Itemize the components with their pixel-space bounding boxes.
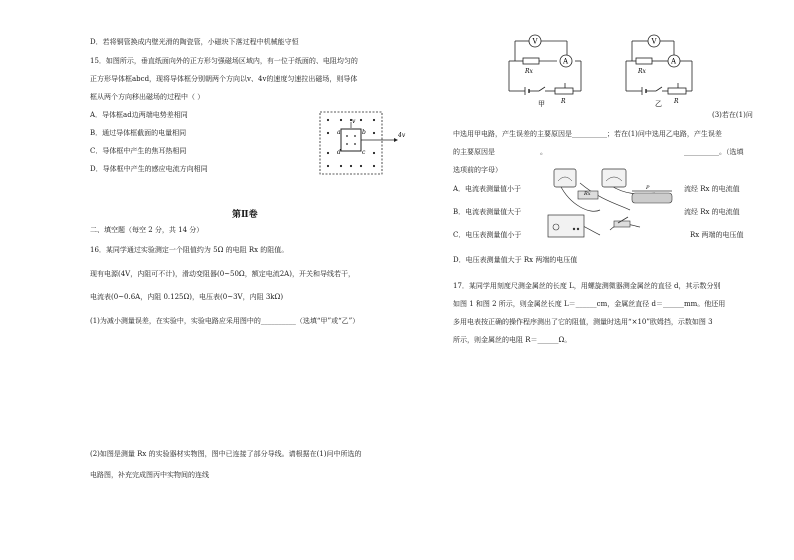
q17-line4: 所示，则金属丝的电阻 R＝______Ω。 <box>453 336 572 344</box>
q15-option-a: A．导体框ad边两端电势差相同 <box>90 111 188 119</box>
part3-line2-dot: 。 <box>540 148 547 156</box>
svg-text:V: V <box>651 37 657 46</box>
ammeter-device <box>554 169 576 187</box>
option-d-previous: D．若将铜管换成内壁光滑的陶瓷管，小磁块下落过程中机械能守恒 <box>90 38 299 46</box>
q17-line2: 如图 1 和图 2 所示，则金属丝长度 L＝______cm，金属丝直径 d＝______mm。他还用 <box>453 300 726 308</box>
conductor-frame <box>341 129 361 151</box>
q16-part2-line2: 电路图，补充完成图丙中实物间的连线 <box>90 471 209 479</box>
q15-option-c: C．导体框中产生的焦耳热相同 <box>90 147 187 155</box>
q16-option-b: B．电流表测量值大于 <box>453 208 522 216</box>
fill-blank-header: 二、填空题（每空 2 分，共 14 分） <box>90 226 204 234</box>
q16-line2: 现有电源(4V，内阻可不计)，滑动变阻器(0~50Ω，额定电流2A)，开关和导线若干， <box>90 270 355 278</box>
q15-option-d: D．导体框中产生的感应电流方向相同 <box>90 165 208 173</box>
svg-text:R: R <box>561 98 566 105</box>
option-a-tail: 流经 Rx 的电流值 <box>684 185 740 193</box>
part3-line2-right: __________。（选填 <box>684 148 744 156</box>
label-jia: 甲 <box>538 100 545 108</box>
label-b: b <box>362 129 366 136</box>
q16-option-d: D．电压表测量值大于 Rx 两端的电压值 <box>453 256 578 264</box>
apparatus-figure <box>540 165 680 245</box>
svg-text:A: A <box>671 57 677 66</box>
q15-line1: 15．如图所示，垂直纸面向外的正方形匀强磁场区域内，有一位于纸面的、电阻均匀的 <box>90 57 358 65</box>
svg-text:A: A <box>563 57 569 66</box>
svg-text:Rx: Rx <box>584 191 591 197</box>
part3-line1: 中选用甲电路，产生误差的主要原因是__________；若在(1)问中选用乙电路，产生误差 <box>453 130 722 138</box>
q16-line1: 16．某同学通过实验测定一个阻值约为 5Ω 的电阻 Rx 的阻值。 <box>90 246 289 254</box>
switch-device <box>614 221 630 227</box>
q15-line2: 正方形导体框abcd，现将导体框分别朝两个方向以v、4v的速度匀速拉出磁场，则导体 <box>90 75 358 83</box>
q16-part2-line1: (2)如图是测量 Rx 的实验器材实物图，图中已连接了部分导线。请根据在(1)问中所选的 <box>90 450 362 458</box>
field-boundary <box>320 112 382 174</box>
label-4v: 4v <box>398 132 406 139</box>
magnetic-field-figure <box>318 110 438 180</box>
voltmeter-device <box>602 169 626 187</box>
option-c-tail: Rx 两端的电压值 <box>690 231 744 239</box>
part3-line2-left: 的主要原因是 <box>453 148 495 156</box>
label-v: v <box>352 118 356 125</box>
q15-line3: 框从两个方向移出磁场的过程中（ ） <box>90 93 205 101</box>
rheostat <box>668 88 686 94</box>
section-title: 第Ⅱ卷 <box>232 210 258 220</box>
rheostat-device <box>632 193 672 203</box>
q16-option-c: C．电压表测量值小于 <box>453 231 522 239</box>
q16-line3: 电流表(0~0.6A，内阻 0.125Ω)，电压表(0~3V，内阻 3kΩ) <box>90 293 284 301</box>
svg-text:Rx: Rx <box>525 68 533 75</box>
rx-resistor <box>523 58 539 64</box>
label-yi: 乙 <box>655 100 662 108</box>
rx-resistor <box>636 58 652 64</box>
circuit-yi <box>622 33 712 108</box>
svg-text:Rx: Rx <box>638 68 646 75</box>
q16-part1: (1)为减小测量误差，在实验中，实验电路应采用图中的__________（选填“甲”或“乙”） <box>90 317 360 325</box>
label-d: d <box>337 149 341 156</box>
svg-text:P: P <box>646 185 650 191</box>
q17-line3: 多用电表按正确的操作程序测出了它的阻值，测量时选用“×10”欧姆挡，示数如图 3 <box>453 318 713 326</box>
svg-text:V: V <box>532 37 538 46</box>
svg-text:R: R <box>674 98 679 105</box>
circuit-jia <box>505 33 595 108</box>
q15-option-b: B．通过导体框截面的电量相同 <box>90 129 187 137</box>
q16-option-a: A．电流表测量值小于 <box>453 185 522 193</box>
part3-line3: 选项前的字母） <box>453 166 502 174</box>
q17-line1: 17．某同学用刻度尺测金属丝的长度 L，用螺旋测微器测金属丝的直径 d，其示数分别 <box>453 282 721 290</box>
option-b-tail: 流经 Rx 的电流值 <box>684 208 740 216</box>
rheostat <box>555 88 573 94</box>
part3-prefix: (3)若在(1)问 <box>712 111 753 119</box>
label-c: c <box>362 149 366 156</box>
label-a: a <box>337 129 341 136</box>
